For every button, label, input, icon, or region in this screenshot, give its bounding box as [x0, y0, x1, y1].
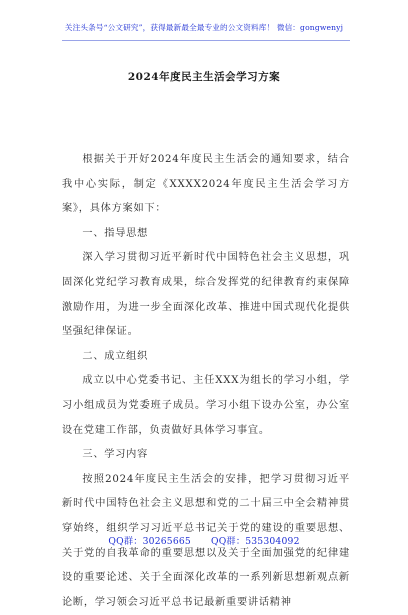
intro-paragraph: 根据关于开好2024年度民主生活会的通知要求，结合我中心实际，制定《XXXX2024年度民主生活会学习方案》，具体方案如下： — [62, 154, 350, 215]
section-heading-guiding-ideology: 一、指导思想 — [82, 227, 149, 239]
section-heading-study-content: 三、学习内容 — [82, 449, 149, 461]
guiding-ideology-paragraph: 深入学习贯彻习近平新时代中国特色社会主义思想，巩固深化党纪学习教育成果，综合发挥党的纪律教育约束保障激励作用，为进一步全面深化改革、推进中国式现代化提供坚强纪律保证。 — [62, 252, 350, 338]
footer-qq-group-2: QQ群：535304092 — [210, 536, 300, 547]
section-heading-organization: 二、成立组织 — [82, 350, 149, 362]
footer-qq-group-1: QQ群：30265665 — [108, 536, 191, 547]
study-content-paragraph: 按照2024年度民主生活会的安排，把学习贯彻习近平新时代中国特色社会主义思想和党的二十届三中全会精神贯穿始终，组织学习习近平总书记关于党的建设的重要思想、关于党的自我革命的重要思想以及关于全面加强党的纪律建设的重要论述、关于全面深化改革的一系列新思想新观点新论断，学习领会习近平总书记最新重要讲话精神 — [62, 473, 350, 608]
organization-paragraph: 成立以中心党委书记、主任XXX为组长的学习小组，学习小组成员为党委班子成员。学习小组下设办公室，办公室设在党建工作部，负责做好具体学习事宜。 — [62, 375, 350, 436]
footer — [0, 533, 408, 547]
document-title: 2024年度民主生活会学习方案 — [127, 71, 281, 83]
header-banner: 关注头条号“公文研究”，获得最新最全最专业的公文资料库！ 微信：gongwenyj — [64, 23, 344, 32]
header-divider — [62, 40, 350, 41]
